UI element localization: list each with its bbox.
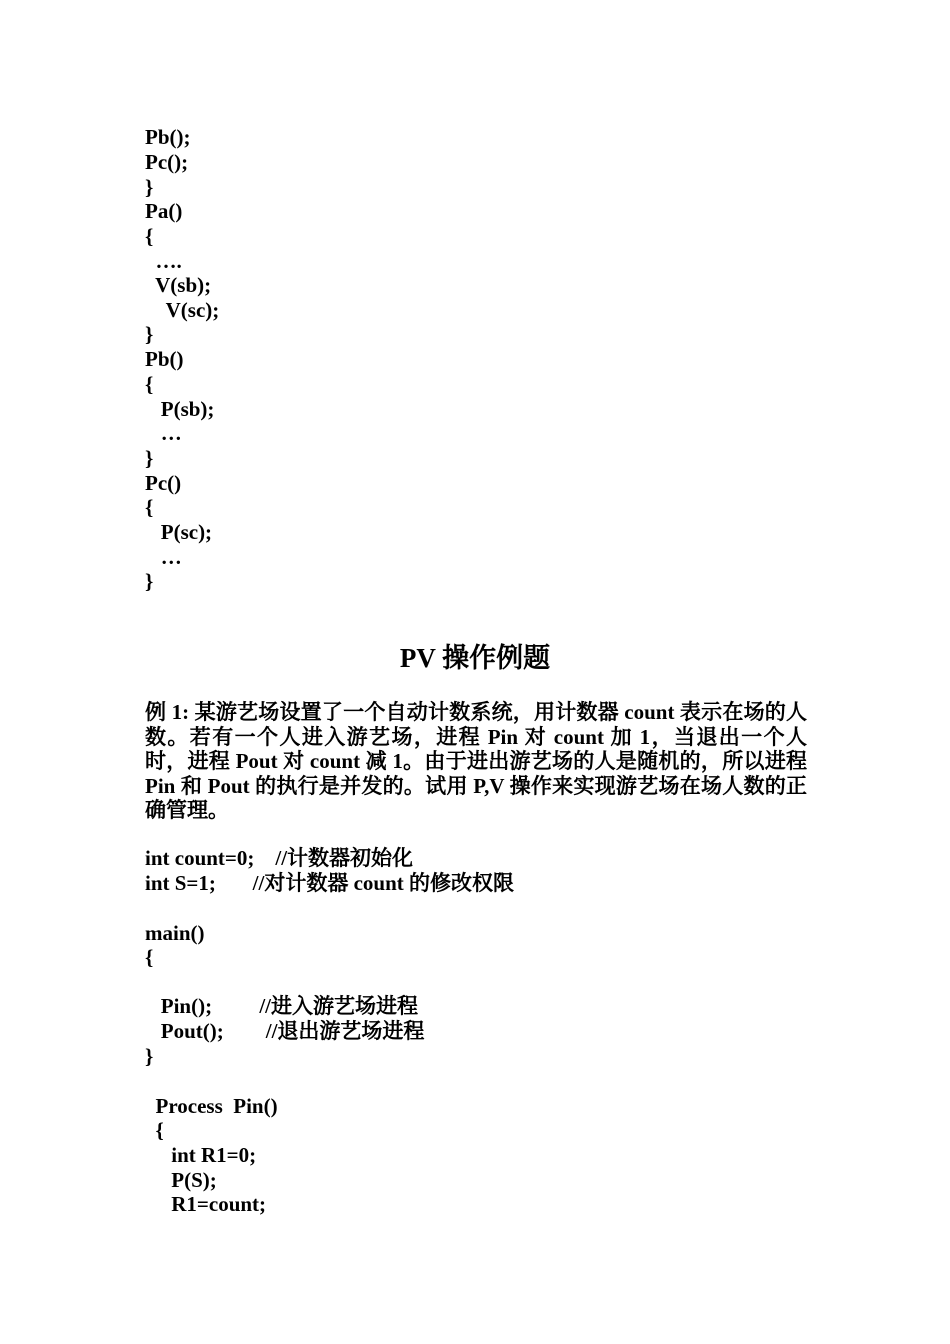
code-line: … xyxy=(145,421,182,445)
code-line: … xyxy=(145,545,182,569)
code-line: V(sc); xyxy=(145,298,220,322)
code-line: R1=count; xyxy=(145,1192,267,1216)
code-line: } xyxy=(145,446,154,470)
code-line: …. xyxy=(145,249,182,273)
code-line: P(sb); xyxy=(145,397,215,421)
code-line: } xyxy=(145,569,154,593)
section-title: PV 操作例题 xyxy=(399,643,551,673)
code-line: int R1=0; xyxy=(145,1143,257,1167)
code-line: } xyxy=(145,1044,154,1068)
code-line: { xyxy=(145,224,154,248)
code-line: Pb() xyxy=(145,347,184,371)
code-line: V(sb); xyxy=(145,273,212,297)
declaration-line: int count=0; //计数器初始化 xyxy=(145,846,414,870)
code-line: { xyxy=(145,495,154,519)
code-line: Pout(); //退出游艺场进程 xyxy=(145,1019,425,1043)
code-line: Pin(); //进入游艺场进程 xyxy=(145,994,418,1018)
code-line: Pc() xyxy=(145,471,182,495)
code-line: { xyxy=(145,372,154,396)
code-line: Process Pin() xyxy=(145,1094,278,1118)
code-line: } xyxy=(145,175,154,199)
code-line: { xyxy=(145,945,154,969)
code-line: Pc(); xyxy=(145,150,189,174)
code-line: Pa() xyxy=(145,199,183,223)
code-line: } xyxy=(145,322,154,346)
code-line: main() xyxy=(145,921,205,945)
declaration-line: int S=1; //对计数器 count 的修改权限 xyxy=(145,871,514,895)
code-line: { xyxy=(145,1118,164,1142)
code-line: P(sc); xyxy=(145,520,213,544)
code-line: P(S); xyxy=(145,1168,217,1192)
code-line: Pb(); xyxy=(145,125,191,149)
example-paragraph: 例 1: 某游艺场设置了一个自动计数系统，用计数器 count 表示在场的人数。若有一个人进入游艺场，进程 Pin 对 count 加 1，当退出一个人时，进程 Pout 对 count 减 1。由于进出游艺场的人是随机的，所以进程 Pin 和 Pout 的执行是并发的。试用 P,V 操作来实现游艺场在场人数的正确管理。 xyxy=(145,700,807,823)
